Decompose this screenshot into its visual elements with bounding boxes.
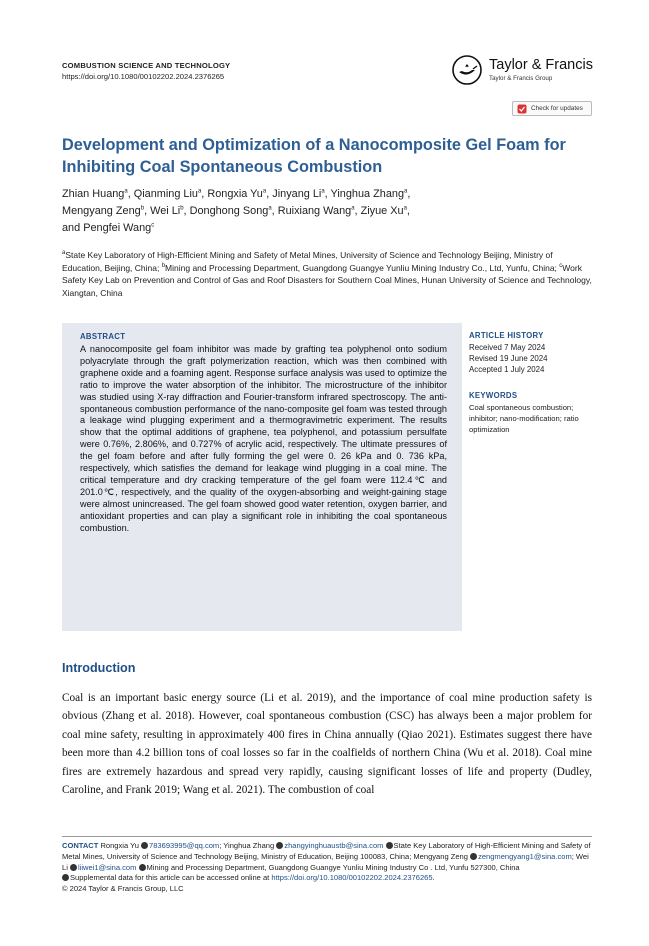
author-separator: , [271,205,278,217]
journal-name: COMBUSTION SCIENCE AND TECHNOLOGY [62,61,231,70]
author-affiliation-mark: b [180,205,184,212]
author-affiliation-mark: a [404,188,408,195]
affiliation-c: Work Safety Key Lab on Prevention and Control of Gas and Roof Disasters for Southern Coal Mines, Hunan University of Science and Technology, Xiangtan, China [62,262,592,298]
author-affiliation-mark: c [151,222,155,229]
article-title: Development and Optimization of a Nanocomposite Gel Foam for Inhibiting Coal Spontaneous Combustion [62,136,566,176]
author[interactable]: Rongxia Yu [207,188,263,200]
author-separator: , [407,188,411,200]
affiliation-mark: c [559,262,563,269]
contact-address: Mining and Processing Department, Guangdong Guangye Yunliu Mining Industry Co . Ltd, Yunfu 527300, China [146,862,520,872]
supplemental-link[interactable]: https://doi.org/10.1080/00102202.2024.2376265 [271,873,433,883]
author-affiliation-mark: a [124,188,128,195]
author-separator: , [266,188,273,200]
footer-notes: CONTACT Rongxia Yu 783693995@qq.com; Yinghua Zhang zhangyinghuaustb@sina.com State Key Laboratory of High-Efficient Mining and Safety of Metal Mines, University of Science and Technology Beijing, Ministry of Education, Beijing 100083, China; Mengyang Zeng zengmengyang1@sina.com; Wei Li liiwei1@sina.com Mining and Processing Department, Guangdong Guangye Yunliu Mining Industry Co . Ltd, Yunfu 527300, China Supplemental data for this article can be accessed online at https://doi.org/10.1080/00102202.2024.2376265. © 2024 Taylor & Francis Group, LLC [62,841,591,894]
author-separator: , [127,188,134,200]
introduction-text: Coal is an important basic energy source (Li et al. 2019), and the importance of coal mine production safety is obvious (Zhang et al. 2018). However, coal spontaneous combustion (CSC) has always been a major problem for coal mine safety, resulting in approximately 400 fires in China annually (Qiao 2021). Estimates suggest there have been more than 4.2 billion tons of coal losses so far in the coalfields of northern China (Wu et al. 2018). Coal mine fires are extremely hazardous and spread very rapidly, causing significant losses of life and property (Dudley, Caroline, and Frank 2019; Wang et al. 2021). The combustion of coal [62,692,592,797]
received-date: Received 7 May 2024 [469,343,546,352]
supplemental-text: Supplemental data for this article can be accessed online at [70,873,270,883]
author[interactable]: and Pengfei Wang [62,222,152,234]
check-updates-label: Check for updates [531,105,583,112]
accepted-date: Accepted 1 July 2024 [469,365,545,374]
check-for-updates-button[interactable] [512,101,592,116]
supplemental-icon [62,874,69,881]
email-link[interactable]: 783693995@qq.com [149,841,220,850]
author[interactable]: Wei Li [150,205,181,217]
author-affiliation-mark: b [140,205,145,212]
author-separator: , [183,205,190,217]
publisher-name: Taylor & Francis [489,57,593,73]
contact-label: CONTACT [62,841,99,850]
email-link[interactable]: zhangyinghuaustb@sina.com [284,841,384,850]
author[interactable]: Ruixiang Wang [277,205,352,217]
copyright: © 2024 Taylor & Francis Group, LLC [62,884,184,894]
email-link[interactable]: zengmengyang1@sina.com [478,851,572,861]
contact-name: Rongxia Yu [100,841,139,850]
author-affiliation-mark: a [403,205,407,212]
abstract-heading: ABSTRACT [80,332,126,341]
contact-address: State Key Laboratory of High-Efficient Mining and Safety of Metal Mines, University of Science and Technology Beijing, Ministry of Education, Beijing 100083, China; Mengyang Zeng [62,841,591,861]
author[interactable]: Mengyang Zeng [62,205,141,217]
article-history-heading: ARTICLE HISTORY [469,331,544,340]
email-icon [141,842,148,849]
author[interactable]: Zhian Huang [62,188,125,200]
keywords-list: Coal spontaneous combustion; inhibitor; nano-modification; ratio optimization [469,403,579,434]
author-affiliation-mark: a [262,188,267,195]
email-icon [470,853,477,860]
author[interactable]: Jinyang Li [272,188,322,200]
email-icon [276,842,283,849]
email-icon [70,864,77,871]
affiliation-b: Mining and Processing Department, Guangdong Guangye Yunliu Mining Industry Co., Ltd, Yunfu, China; [165,262,560,273]
author-separator: , [354,205,361,217]
affiliation-mark: b [161,262,166,269]
location-icon [139,864,146,871]
author-affiliation-mark: a [197,188,202,195]
affiliation-mark: a [62,250,66,257]
footer-divider [62,836,592,837]
author[interactable]: Ziyue Xu [360,205,404,217]
author-affiliation-mark: a [321,188,325,195]
author[interactable]: Yinghua Zhang [330,188,405,200]
email-link[interactable]: liiwei1@sina.com [77,862,137,872]
author-separator: , [201,188,208,200]
location-icon [386,842,393,849]
publisher-logo[interactable] [452,55,597,87]
abstract-text: A nanocomposite gel foam inhibitor was made by grafting tea polyphenol onto sodium polyacrylate through the graft polymerization reaction, which was then combined with graphene oxide and a foaming agent. Response surface analysis was used to optimize the ratio to improve the water absorption of the inhibitor. The microstructure of the inhibitor was studied using X-ray diffraction and Fourier-transform infrared spectroscopy. The anti-spontaneous combustion performance of the nano-composite gel foam was tested through a leakage wind plugging experiment and a thermogravimetric experiment. The results show that the optimal additions of graphene, tea polyphenol, and potassium persulfate were 0.76%, 2.806%, and 0.727% of acrylic acid, respectively. The ultimate pressures of the gel foam before and after fully forming the gel were 0. 26 kPa and 0. 736 kPa, respectively, which satisfies the demand for leakage wind plugging in a coal mine. The critical temperature and dry cracking temperature of the gel foam were 112.4℃ and 201.0℃, respectively, and the quality of the oxygen-absorbing and weight-gaining stage were almost unincreased. The gel foam showed good water retention, oxygen barrier, and antioxidant properties and can play a significant role in inhibiting the coal spontaneous combustion. [80,344,447,533]
author-separator: , [406,205,410,217]
author-affiliation-mark: a [351,205,355,212]
crossmark-icon [517,104,527,114]
introduction-heading: Introduction [62,661,136,675]
author-affiliation-mark: a [268,205,272,212]
contact-name: ; Yinghua Zhang [219,841,275,850]
author-separator: , [324,188,331,200]
author-list [62,186,592,237]
affiliation-a: State Key Laboratory of High-Efficient Mining and Safety of Metal Mines, University of Science and Technology Beijing, Ministry of Education, Beijing, China; [62,250,553,273]
contact-name: ; Wei Li [62,851,589,872]
publisher-lamp-icon [452,55,482,85]
author[interactable]: Qianming Liu [133,188,198,200]
revised-date: Revised 19 June 2024 [469,354,548,363]
keywords-heading: KEYWORDS [469,391,518,400]
doi-link[interactable]: https://doi.org/10.1080/00102202.2024.2376265 [62,72,225,81]
publisher-group: Taylor & Francis Group [489,75,553,82]
author[interactable]: Donghong Song [189,205,269,217]
affiliations [62,249,594,299]
author-separator: , [144,205,151,217]
